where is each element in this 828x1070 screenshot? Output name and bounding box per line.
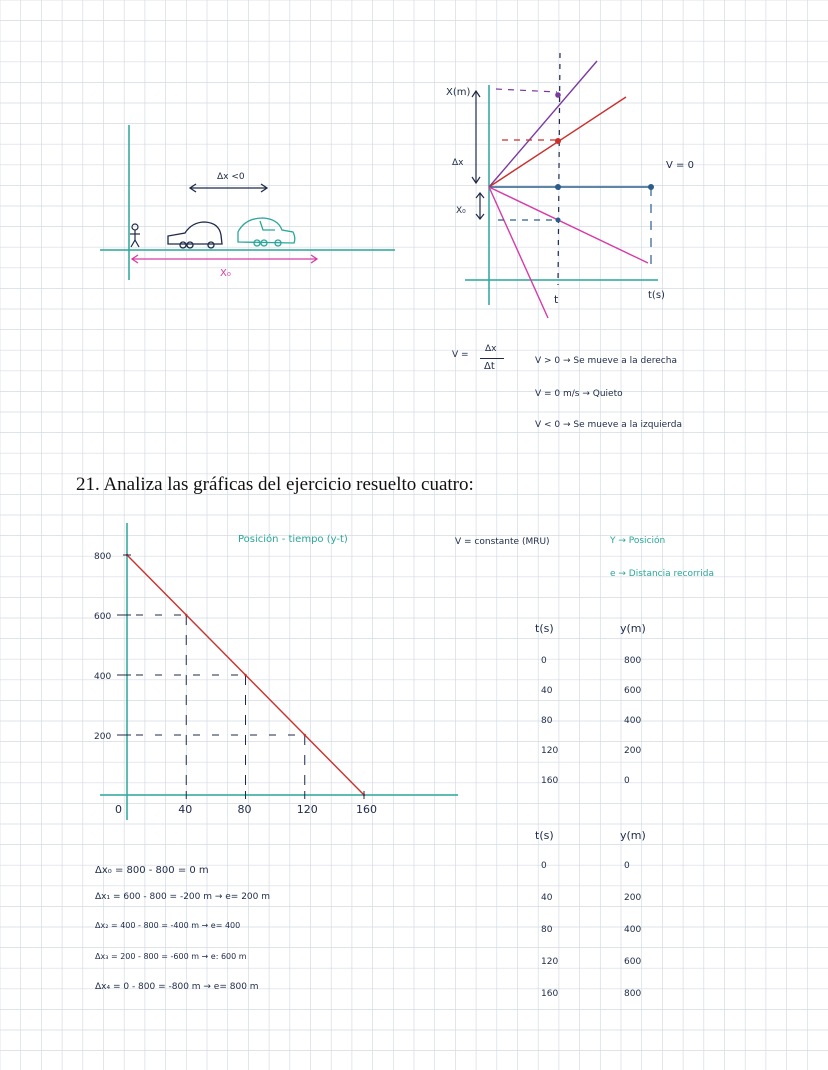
data-point [185, 614, 187, 616]
table1-cell-t: 80 [541, 716, 553, 726]
rule-zero: V = 0 m/s → Quieto [535, 389, 623, 399]
x-tick-label: 160 [356, 803, 377, 816]
rule-negative: V < 0 → Se mueve a la izquierda [535, 420, 682, 430]
table2-header-t: t(s) [535, 829, 554, 842]
graph-x0-label: X₀ [456, 206, 466, 216]
delta-label: Δx <0 [217, 172, 245, 182]
pink-point [556, 218, 561, 223]
rule-positive: V > 0 → Se mueve a la derecha [535, 356, 677, 366]
blue-end-point [648, 184, 654, 190]
graph-y-label: X(m) [446, 87, 471, 98]
data-point [304, 734, 306, 736]
y-tick-label: 200 [94, 732, 112, 742]
delta-line-4: Δx₄ = 0 - 800 = -800 m → e= 800 m [95, 982, 259, 992]
table2-cell-y: 0 [624, 861, 630, 871]
table2-cell-t: 80 [541, 925, 553, 935]
table1-cell-t: 120 [541, 746, 559, 756]
legend-y: Y → Posición [610, 536, 666, 546]
table2-cell-t: 120 [541, 957, 559, 967]
position-time-chart [80, 515, 470, 825]
graph-x-label: t(s) [648, 290, 665, 301]
purple-dashed [496, 89, 557, 92]
purple-line [489, 61, 597, 187]
table1-cell-y: 200 [624, 746, 642, 756]
formula-denominator: Δt [484, 361, 495, 372]
y-tick-label: 800 [94, 552, 112, 562]
graph-dx-label: Δx [452, 158, 464, 168]
table2-cell-y: 400 [624, 925, 642, 935]
formula-numerator: Δx [485, 344, 497, 354]
table1-cell-t: 0 [541, 656, 547, 666]
table2-cell-t: 0 [541, 861, 547, 871]
table1-header-y: y(m) [620, 622, 646, 635]
y-tick-label: 600 [94, 612, 112, 622]
pink-line-2 [489, 187, 548, 318]
exercise-title: 21. Analiza las gráficas del ejercicio resuelto cuatro: [76, 474, 474, 495]
car-teal-icon [238, 218, 295, 246]
delta-line-2: Δx₂ = 400 - 800 = -400 m → e= 400 [95, 921, 241, 930]
table1-cell-t: 160 [541, 776, 559, 786]
table2-header-y: y(m) [620, 829, 646, 842]
data-point [244, 674, 246, 676]
constant-velocity-note: V = constante (MRU) [455, 537, 550, 547]
pink-line-1 [489, 187, 648, 263]
t-dashed-line [558, 53, 560, 285]
graph-t-label: t [554, 293, 559, 306]
table1-cell-y: 400 [624, 716, 642, 726]
person-icon [130, 224, 140, 247]
delta-line-3: Δx₃ = 200 - 800 = -600 m → e: 600 m [95, 952, 247, 961]
x0-label: X₀ [220, 268, 231, 279]
table1-header-t: t(s) [535, 622, 554, 635]
table1-cell-t: 40 [541, 686, 553, 696]
formula-lhs: V = [452, 350, 469, 360]
table2-cell-y: 800 [624, 989, 642, 999]
table2-cell-y: 200 [624, 893, 642, 903]
x-tick-label: 0 [115, 803, 122, 816]
blue-point [555, 184, 561, 190]
x-tick-label: 120 [296, 803, 318, 816]
formula-bar [480, 358, 504, 359]
purple-point [555, 92, 561, 98]
red-point [555, 138, 561, 144]
table2-cell-t: 40 [541, 893, 553, 903]
table1-cell-y: 0 [624, 776, 630, 786]
car-dark-icon [168, 222, 222, 248]
legend-e: e → Distancia recorrida [610, 569, 714, 579]
position-time-sketch [440, 45, 740, 330]
y-tick-label: 400 [94, 672, 112, 682]
delta-line-0: Δx₀ = 800 - 800 = 0 m [95, 865, 209, 876]
chart-title: Posición - tiempo (y-t) [238, 534, 348, 545]
table1-cell-y: 800 [624, 656, 642, 666]
table1-cell-y: 600 [624, 686, 642, 696]
cars-sketch [95, 120, 405, 290]
graph-v-zero: V = 0 [666, 160, 694, 171]
table2-cell-y: 600 [624, 957, 642, 967]
x-tick-label: 40 [178, 803, 193, 816]
delta-line-1: Δx₁ = 600 - 800 = -200 m → e= 200 m [95, 892, 271, 902]
x-tick-label: 80 [237, 803, 252, 816]
table2-cell-t: 160 [541, 989, 559, 999]
